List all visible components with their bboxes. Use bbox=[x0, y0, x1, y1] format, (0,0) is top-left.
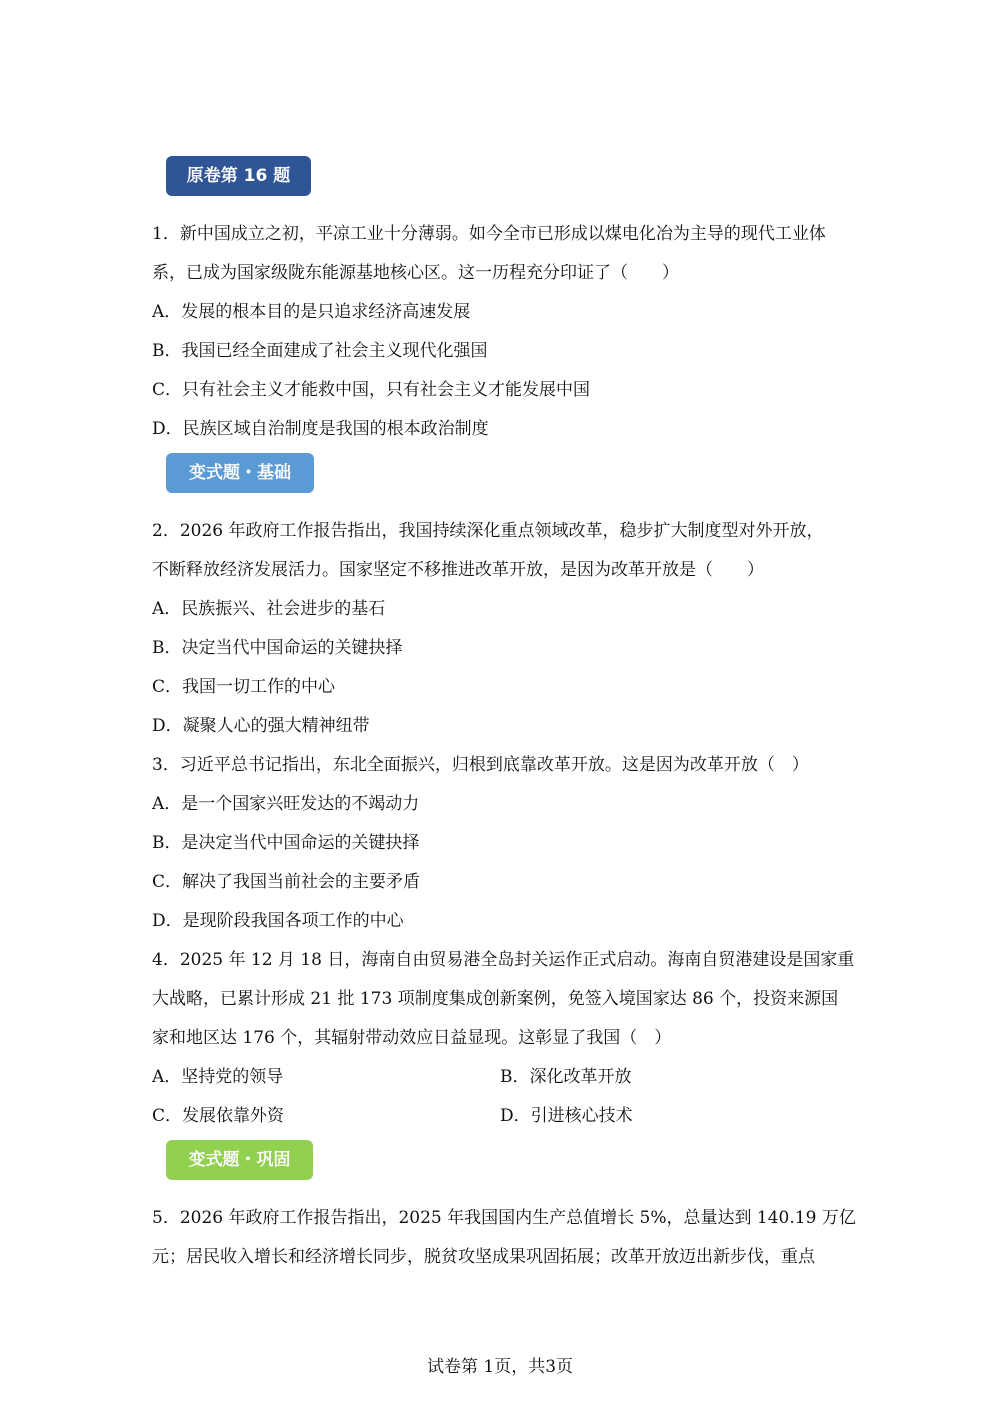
q1-stem-line1: 1．新中国成立之初，平凉工业十分薄弱。如今全市已形成以煤电化冶为主导的现代工业体 bbox=[152, 224, 826, 244]
section-tag-variant-consolidate: 变式题・巩固 bbox=[166, 1140, 313, 1180]
q3-option-a: A．是一个国家兴旺发达的不竭动力 bbox=[152, 794, 420, 814]
q2-stem-line2: 不断释放经济发展活力。国家坚定不移推进改革开放，是因为改革开放是（ ） bbox=[152, 560, 764, 580]
q4-stem-line2: 大战略，已累计形成 21 批 173 项制度集成创新案例，免签入境国家达 86 个，投资来源国 bbox=[152, 989, 839, 1009]
q3-option-c: C．解决了我国当前社会的主要矛盾 bbox=[152, 872, 421, 892]
q2-option-a: A．民族振兴、社会进步的基石 bbox=[152, 599, 386, 619]
section-tag-original: 原卷第 16 题 bbox=[166, 156, 311, 196]
q3-option-b: B．是决定当代中国命运的关键抉择 bbox=[152, 833, 420, 853]
q3-stem-line1: 3．习近平总书记指出，东北全面振兴，归根到底靠改革开放。这是因为改革开放（ ） bbox=[152, 755, 809, 775]
q5-stem-line2: 元；居民收入增长和经济增长同步，脱贫攻坚成果巩固拓展；改革开放迈出新步伐，重点 bbox=[152, 1247, 815, 1267]
section-tag-variant-basic: 变式题・基础 bbox=[166, 453, 314, 493]
page-footer: 试卷第 1页，共3页 bbox=[426, 1357, 574, 1377]
q3-option-d: D．是现阶段我国各项工作的中心 bbox=[152, 911, 404, 931]
q2-option-b: B．决定当代中国命运的关键抉择 bbox=[152, 638, 403, 658]
q5-stem-line1: 5．2026 年政府工作报告指出，2025 年我国国内生产总值增长 5%，总量达到 140.19 万亿 bbox=[152, 1208, 856, 1228]
q4-option-d: D．引进核心技术 bbox=[500, 1106, 633, 1126]
q2-option-c: C．我国一切工作的中心 bbox=[152, 677, 336, 697]
q4-option-a: A．坚持党的领导 bbox=[152, 1067, 284, 1087]
q4-stem-line1: 4．2025 年 12 月 18 日，海南自由贸易港全岛封关运作正式启动。海南自贸港建设是国家重 bbox=[152, 950, 855, 970]
q1-option-b: B．我国已经全面建成了社会主义现代化强国 bbox=[152, 341, 488, 361]
q2-option-d: D．凝聚人心的强大精神纽带 bbox=[152, 716, 370, 736]
q2-stem-line1: 2．2026 年政府工作报告指出，我国持续深化重点领域改革，稳步扩大制度型对外开放， bbox=[152, 521, 824, 541]
q1-option-c: C．只有社会主义才能救中国，只有社会主义才能发展中国 bbox=[152, 380, 591, 400]
q4-option-c: C．发展依靠外资 bbox=[152, 1106, 285, 1126]
q4-option-b: B．深化改革开放 bbox=[500, 1067, 632, 1087]
q1-option-d: D．民族区域自治制度是我国的根本政治制度 bbox=[152, 419, 489, 439]
q4-stem-line3: 家和地区达 176 个，其辐射带动效应日益显现。这彰显了我国（ ） bbox=[152, 1028, 672, 1048]
q1-option-a: A．发展的根本目的是只追求经济高速发展 bbox=[152, 302, 471, 322]
q1-stem-line2: 系，已成为国家级陇东能源基地核心区。这一历程充分印证了（ ） bbox=[152, 263, 679, 283]
